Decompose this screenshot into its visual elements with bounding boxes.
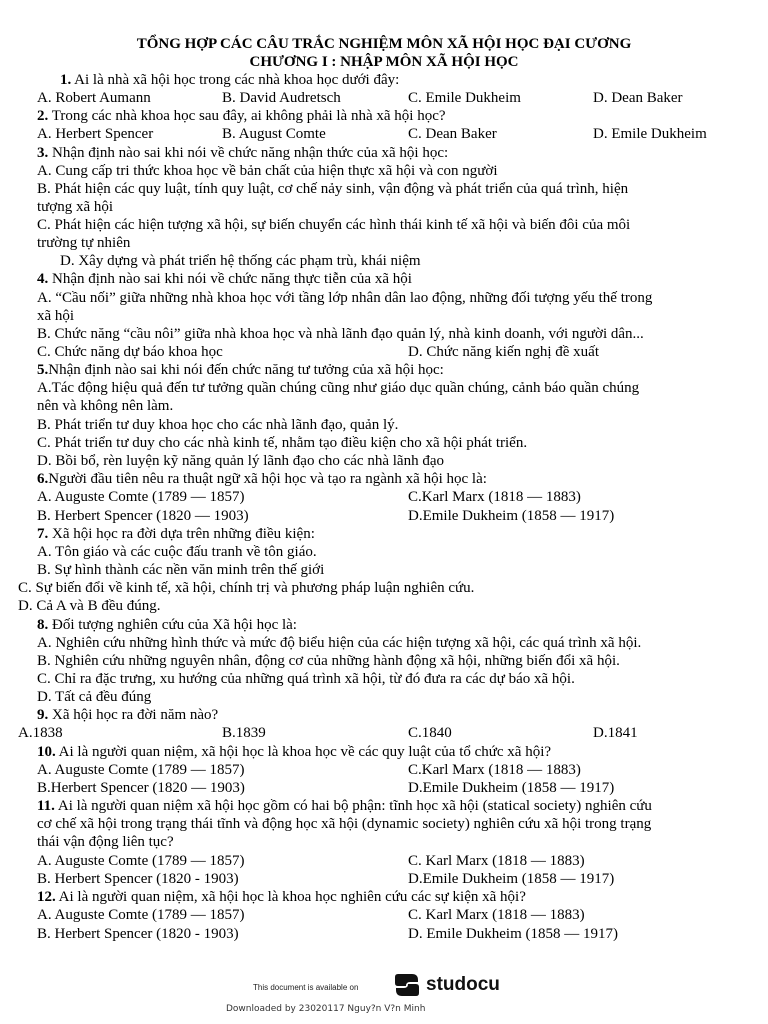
q10-option-b: B.Herbert Spencer (1820 — 1903)	[37, 780, 245, 796]
q7-option-c: C. Sự biến đổi về kinh tế, xã hội, chính trị và phương pháp luận nghiên cứu.	[18, 580, 475, 596]
q11-option-c: C. Karl Marx (1818 — 1883)	[408, 853, 585, 869]
question-2: 2. Trong các nhà khoa học sau đây, ai không phải là nhà xã hội học?	[37, 108, 446, 124]
q5-option-b: B. Phát triển tư duy khoa học cho các nhà lãnh đạo, quản lý.	[37, 417, 399, 433]
q6-option-d: D.Emile Dukheim (1858 — 1917)	[408, 508, 615, 524]
q6-option-c: C.Karl Marx (1818 — 1883)	[408, 489, 581, 505]
q3-option-c-line2: trường tự nhiên	[37, 235, 131, 251]
q11-option-d: D.Emile Dukheim (1858 — 1917)	[408, 871, 615, 887]
q12-option-b: B. Herbert Spencer (1820 - 1903)	[37, 926, 239, 942]
q4-option-d: D. Chức năng kiến nghị đề xuất	[408, 344, 600, 360]
q9-option-b: B.1839	[222, 725, 266, 741]
question-11-line2: cơ chế xã hội trong trạng thái tĩnh và động học xã hội (dynamic society) nghiên cứu xã hội trong trạng	[37, 816, 652, 832]
q12-option-c: C. Karl Marx (1818 — 1883)	[408, 907, 585, 923]
q3-option-d: D. Xây dựng và phát triển hệ thống các phạm trù, khái niệm	[60, 253, 421, 269]
q5-option-d: D. Bồi bổ, rèn luyện kỹ năng quản lý lãnh đạo cho các nhà lãnh đạo	[37, 453, 444, 469]
q1-option-d: D. Dean Baker	[593, 90, 683, 106]
q4-option-a-line1: A. “Cầu nối” giữa những nhà khoa học với tầng lớp nhân dân lao động, những đối tượng yếu thế trong	[37, 290, 653, 306]
q9-option-d: D.1841	[593, 725, 638, 741]
question-8: 8. Đối tượng nghiên cứu của Xã hội học là:	[37, 617, 297, 633]
q4-option-c: C. Chức năng dự báo khoa học	[37, 344, 223, 360]
studocu-logo[interactable]	[392, 970, 500, 1000]
q3-option-b-line1: B. Phát hiện các quy luật, tính quy luật, cơ chế nảy sinh, vận động và phát triển của quá trình, hiện	[37, 181, 629, 197]
question-1: 1. Ai là nhà xã hội học trong các nhà khoa học dưới đây:	[60, 72, 400, 88]
question-4: 4. Nhận định nào sai khi nói về chức năng thực tiễn của xã hội	[37, 271, 412, 287]
availability-note: This document is available on	[253, 983, 359, 992]
q8-option-b: B. Nghiên cứu những nguyên nhân, động cơ của những hành động xã hội, những biến đổi xã hội.	[37, 653, 620, 669]
q8-option-c: C. Chỉ ra đặc trưng, xu hướng của những quá trình xã hội, từ đó đưa ra các dự báo xã hội.	[37, 671, 575, 687]
q11-option-a: A. Auguste Comte (1789 — 1857)	[37, 853, 245, 869]
q3-option-b-line2: tượng xã hội	[37, 199, 114, 215]
question-3: 3. Nhận định nào sai khi nói về chức năng nhận thức của xã hội học:	[37, 145, 449, 161]
q5-option-c: C. Phát triển tư duy cho các nhà kinh tế, nhằm tạo điều kiện cho xã hội phát triển.	[37, 435, 528, 451]
download-note: Downloaded by 23020117 Nguy?n V?n Minh	[226, 1004, 426, 1014]
q1-option-c: C. Emile Dukheim	[408, 90, 521, 106]
studocu-logo-icon	[392, 970, 422, 1000]
q2-option-c: C. Dean Baker	[408, 126, 497, 142]
q7-option-a: A. Tôn giáo và các cuộc đấu tranh về tôn giáo.	[37, 544, 317, 560]
question-9: 9. Xã hội học ra đời năm nào?	[37, 707, 219, 723]
q8-option-a: A. Nghiên cứu những hình thức và mức độ biểu hiện của các hiện tượng xã hội, các quá trình xã hội.	[37, 635, 642, 651]
q11-option-b: B. Herbert Spencer (1820 - 1903)	[37, 871, 239, 887]
q4-option-a-line2: xã hội	[37, 308, 75, 324]
chapter-title: CHƯƠNG I : NHẬP MÔN XÃ HỘI HỌC	[249, 54, 519, 70]
question-5: 5.Nhận định nào sai khi nói đến chức năng tư tưởng của xã hội học:	[37, 362, 444, 378]
q1-option-b: B. David Audretsch	[222, 90, 341, 106]
question-12: 12. Ai là người quan niệm, xã hội học là khoa học nghiên cứu các sự kiện xã hội?	[37, 889, 526, 905]
q6-option-a: A. Auguste Comte (1789 — 1857)	[37, 489, 245, 505]
q4-option-b: B. Chức năng “cầu nôi” giữa nhà khoa học và nhà lãnh đạo quản lý, nhà kinh doanh, với người dân...	[37, 326, 644, 342]
q6-option-b: B. Herbert Spencer (1820 — 1903)	[37, 508, 249, 524]
question-11-line3: thái vận động liên tục?	[37, 834, 174, 850]
q10-option-c: C.Karl Marx (1818 — 1883)	[408, 762, 581, 778]
q7-option-d: D. Cả A và B đều đúng.	[18, 598, 161, 614]
q9-option-a: A.1838	[18, 725, 63, 741]
q7-option-b: B. Sự hình thành các nền văn minh trên thế giới	[37, 562, 325, 578]
q5-option-a-line2: nên và không nên làm.	[37, 398, 174, 414]
question-7: 7. Xã hội học ra đời dựa trên những điều kiện:	[37, 526, 315, 542]
q2-option-d: D. Emile Dukheim	[593, 126, 707, 142]
q9-option-c: C.1840	[408, 725, 452, 741]
q8-option-d: D. Tất cả đều đúng	[37, 689, 152, 705]
q1-option-a: A. Robert Aumann	[37, 90, 151, 106]
q2-option-a: A. Herbert Spencer	[37, 126, 154, 142]
question-11: 11. Ai là người quan niệm xã hội học gồm có hai bộ phận: tĩnh học xã hội (statical society) nghiên cứu	[37, 798, 652, 814]
question-10: 10. Ai là người quan niệm, xã hội học là khoa học về các quy luật của tổ chức xã hội?	[37, 744, 552, 760]
q10-option-d: D.Emile Dukheim (1858 — 1917)	[408, 780, 615, 796]
q3-option-c-line1: C. Phát hiện các hiện tượng xã hội, sự biến chuyển các hình thái kinh tế xã hội và biến đôi của môi	[37, 217, 631, 233]
studocu-wordmark: studocu	[426, 974, 500, 995]
q5-option-a-line1: A.Tác động hiệu quả đến tư tưởng quần chúng cũng như giáo dục quần chúng, cảnh báo quần chúng	[37, 380, 640, 396]
document-title: TỔNG HỢP CÁC CÂU TRẮC NGHIỆM MÔN XÃ HỘI HỌC ĐẠI CƯƠNG	[136, 36, 632, 52]
q10-option-a: A. Auguste Comte (1789 — 1857)	[37, 762, 245, 778]
question-6: 6.Người đầu tiên nêu ra thuật ngữ xã hội học và tạo ra ngành xã hội học là:	[37, 471, 487, 487]
q12-option-a: A. Auguste Comte (1789 — 1857)	[37, 907, 245, 923]
q2-option-b: B. August Comte	[222, 126, 326, 142]
q3-option-a: A. Cung cấp tri thức khoa học về bản chất của hiện thực xã hội và con người	[37, 163, 498, 179]
q12-option-d: D. Emile Dukheim (1858 — 1917)	[408, 926, 618, 942]
